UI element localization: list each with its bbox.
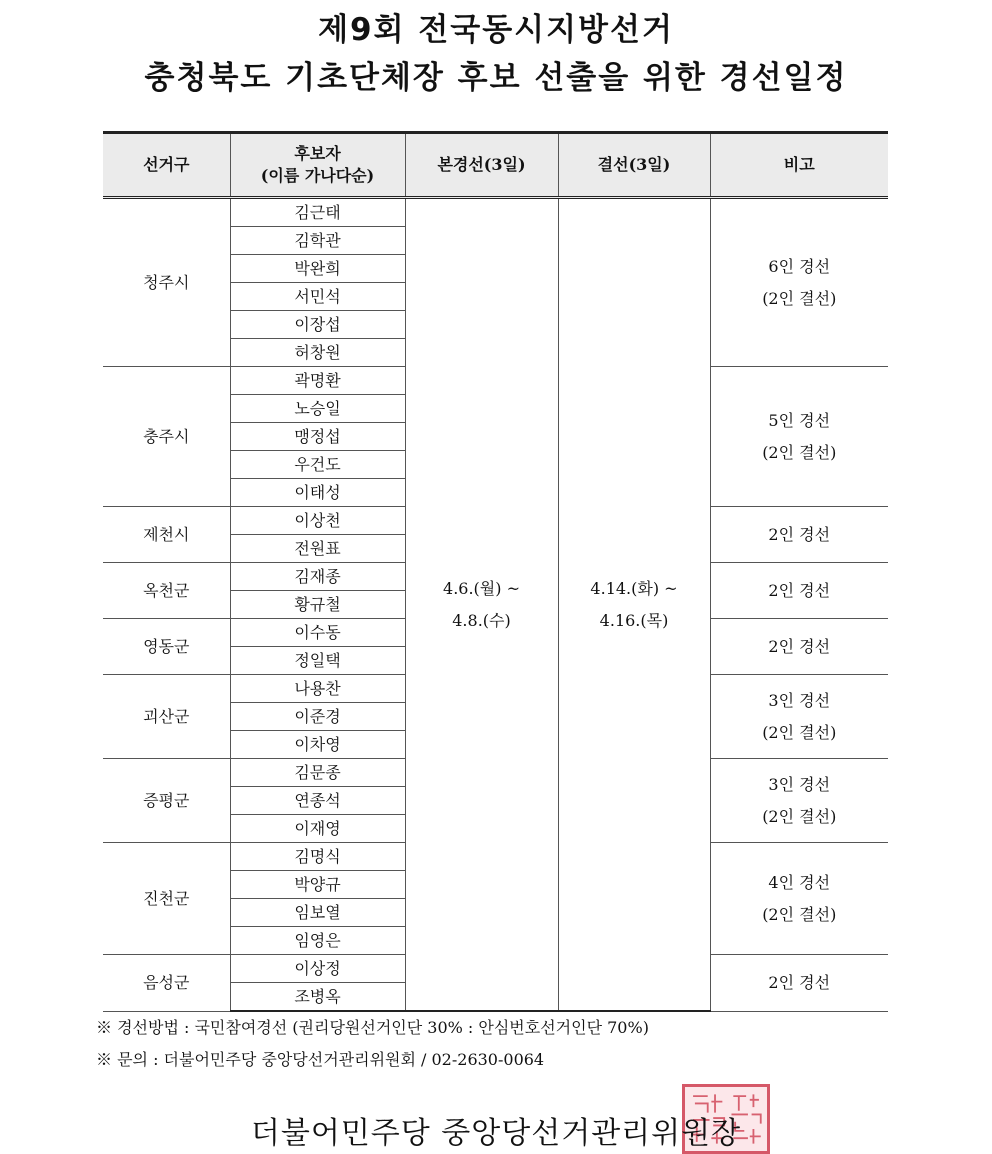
note-contest: 2인 경선 (768, 580, 831, 600)
district-note (710, 619, 888, 675)
candidate-name: 황규철 (230, 591, 405, 619)
candidate-name: 이재영 (230, 815, 405, 843)
schedule-table (103, 131, 888, 1012)
document-title-line1: 제9회 전국동시지방선거 (318, 12, 674, 48)
candidate-name: 전원표 (230, 535, 405, 563)
candidate-name: 김문종 (230, 759, 405, 787)
candidate-name: 이차영 (230, 731, 405, 759)
district-note (710, 563, 888, 619)
district-note (710, 675, 888, 759)
header-row (103, 133, 888, 198)
candidate-name: 나용찬 (230, 675, 405, 703)
header-candidates-line1: 후보자 (294, 144, 341, 163)
district-note (710, 367, 888, 507)
candidate-name: 허창원 (230, 339, 405, 367)
document-title-line2: 충청북도 기초단체장 후보 선출을 위한 경선일정 (144, 60, 848, 96)
note-method: ※ 경선방법 : 국민참여경선 (권리당원선거인단 30% : 안심번호선거인단 70%) (96, 1018, 649, 1037)
candidate-name: 임보열 (230, 899, 405, 927)
main-period-end: 4.8.(수) (452, 610, 511, 630)
district-name: 옥천군 (103, 563, 230, 619)
district-name: 증평군 (103, 759, 230, 843)
district-name: 괴산군 (103, 675, 230, 759)
district-name: 영동군 (103, 619, 230, 675)
note-contest: 2인 경선 (768, 636, 831, 656)
candidate-name: 맹정섭 (230, 423, 405, 451)
signature-line: 더불어민주당 중앙당선거관리위원장 (250, 1116, 742, 1151)
district-note (710, 759, 888, 843)
candidate-name: 이수동 (230, 619, 405, 647)
schedule-body (103, 198, 888, 1012)
candidate-name: 이상천 (230, 507, 405, 535)
header-candidates (230, 133, 405, 198)
district-note (710, 955, 888, 1012)
candidate-name: 이준경 (230, 703, 405, 731)
candidate-name: 김학관 (230, 227, 405, 255)
note-contest: 5인 경선 (768, 410, 831, 430)
candidate-name: 곽명환 (230, 367, 405, 395)
note-contest: 2인 경선 (768, 972, 831, 992)
header-main-election: 본경선(3일) (405, 133, 558, 198)
note-contest: 3인 경선 (768, 774, 831, 794)
district-note (710, 198, 888, 367)
note-contest: 6인 경선 (768, 256, 831, 276)
note-runoff: (2인 결선) (762, 806, 837, 826)
candidate-name: 노승일 (230, 395, 405, 423)
runoff-period-end: 4.16.(목) (599, 610, 669, 630)
note-contest: 2인 경선 (768, 524, 831, 544)
district-note (710, 507, 888, 563)
runoff-period (558, 198, 710, 1012)
note-contest: 4인 경선 (768, 872, 831, 892)
note-runoff: (2인 결선) (762, 722, 837, 742)
note-runoff: (2인 결선) (762, 442, 837, 462)
candidate-name: 이상정 (230, 955, 405, 983)
main-election-period (405, 198, 558, 1012)
candidate-name: 박양규 (230, 871, 405, 899)
main-period-start: 4.6.(월) ~ (443, 578, 520, 598)
district-note (710, 843, 888, 955)
candidate-name: 연종석 (230, 787, 405, 815)
candidate-name: 조병옥 (230, 983, 405, 1012)
district-name: 충주시 (103, 367, 230, 507)
header-candidates-line2: (이름 가나다순) (260, 166, 375, 185)
district-name: 음성군 (103, 955, 230, 1012)
candidate-name: 이장섭 (230, 311, 405, 339)
candidate-name: 김재종 (230, 563, 405, 591)
candidate-name: 임영은 (230, 927, 405, 955)
candidate-name: 이태성 (230, 479, 405, 507)
header-note: 비고 (710, 133, 888, 198)
candidate-name: 박완희 (230, 255, 405, 283)
district-name: 진천군 (103, 843, 230, 955)
note-runoff: (2인 결선) (762, 288, 837, 308)
candidate-name: 서민석 (230, 283, 405, 311)
district-name: 청주시 (103, 198, 230, 367)
candidate-name: 김근태 (230, 198, 405, 227)
table-row (103, 198, 888, 227)
note-contest: 3인 경선 (768, 690, 831, 710)
note-runoff: (2인 결선) (762, 904, 837, 924)
candidate-name: 김명식 (230, 843, 405, 871)
header-district: 선거구 (103, 133, 230, 198)
note-contact: ※ 문의 : 더불어민주당 중앙당선거관리위원회 / 02-2630-0064 (96, 1050, 545, 1069)
header-runoff: 결선(3일) (558, 133, 710, 198)
candidate-name: 정일택 (230, 647, 405, 675)
candidate-name: 우건도 (230, 451, 405, 479)
runoff-period-start: 4.14.(화) ~ (590, 578, 678, 598)
district-name: 제천시 (103, 507, 230, 563)
